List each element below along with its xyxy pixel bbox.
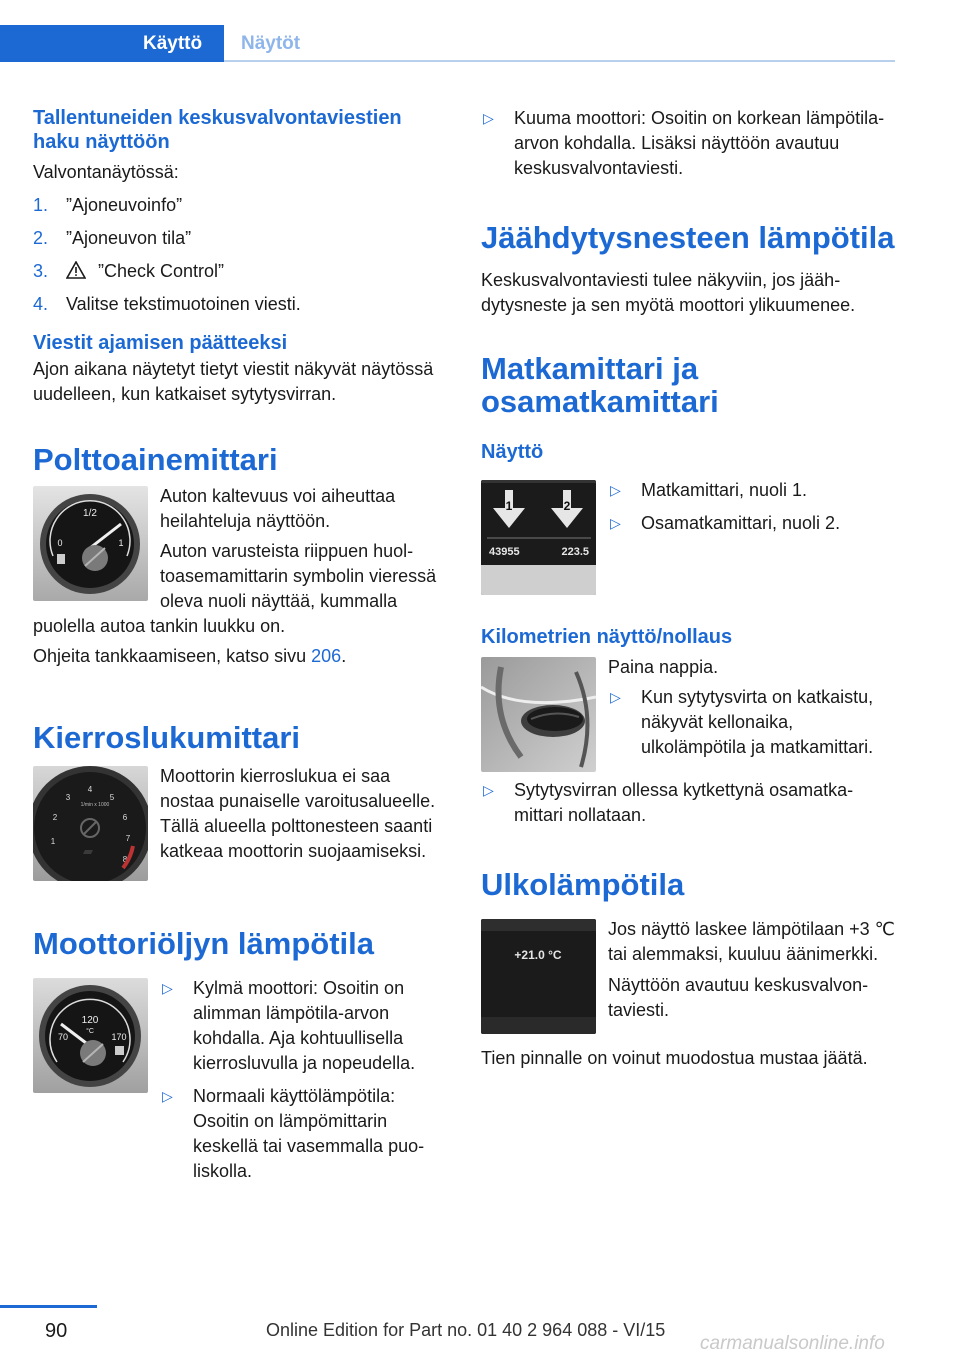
oil-block <box>33 976 448 1192</box>
gauge-label-one: 1 <box>118 538 124 548</box>
km-text: Paina nappia. <box>608 657 719 677</box>
section-title-coolant: Jäähdytysnesteen lämpötila <box>481 220 895 255</box>
page-link-206[interactable]: 206 <box>311 646 342 666</box>
section-title-display: Näyttö <box>481 441 544 463</box>
trip-value: 223.5 <box>561 546 589 558</box>
oil-label-unit: °C <box>86 1028 94 1035</box>
display-block <box>481 478 896 601</box>
tab-kaytto[interactable]: Käyttö <box>0 25 224 62</box>
section-title-oil-temp: Moottoriöljyn lämpötila <box>33 926 374 961</box>
odometer-value: 43955 <box>489 546 520 558</box>
section-title-tachometer: Kierroslukumittari <box>33 720 301 755</box>
step-1: 1. ”Ajoneuvoinfo” <box>33 195 183 215</box>
tach-tick-6: 6 <box>122 813 128 822</box>
fuel-block <box>33 484 448 669</box>
step-2: 2. ”Ajoneuvon tila” <box>33 228 192 248</box>
arrow-1-label: 1 <box>505 499 513 513</box>
oil-list <box>160 976 448 1192</box>
section-title-km-reset: Kilometrien näyttö/nollaus <box>481 626 733 648</box>
km-list-1 <box>608 685 896 768</box>
tach-tick-7: 7 <box>125 834 131 843</box>
bullet-triangle-icon: ▷ <box>162 980 173 996</box>
tach-tick-3: 3 <box>65 793 71 802</box>
outside-text-3: Tien pinnalle on voinut muodostua mustaa jäätä. <box>481 1048 868 1068</box>
watermark: carmanualsonline.info <box>700 1333 885 1354</box>
page-number: 90 <box>45 1320 68 1342</box>
outside-text-2: Näyttöön avautuu keskusvalvontaviesti. <box>608 975 869 1020</box>
bullet-triangle-icon: ▷ <box>610 482 621 498</box>
tachometer-block <box>33 764 448 887</box>
tach-tick-1: 1 <box>50 837 56 846</box>
bullet-triangle-icon: ▷ <box>610 515 621 531</box>
tab-naytot[interactable]: Näytöt <box>241 33 301 54</box>
bullet-triangle-icon: ▷ <box>610 689 621 705</box>
km-block <box>481 655 896 828</box>
tach-unit: 1/min x 1000 <box>80 802 110 808</box>
outside-text-1: Jos näyttö laskee lämpötilaan +3 ℃ tai alemmaksi, kuuluu äänimerkki. <box>608 919 895 964</box>
km-list-2 <box>481 778 896 828</box>
oil-can-icon <box>115 1046 124 1055</box>
oil-temp-gauge-image <box>33 978 148 1093</box>
section-title-outside-temp: Ulkolämpötila <box>481 867 685 902</box>
section-title-odometer: Matkamittari ja osamatkamittari <box>481 351 719 419</box>
section-title-stored-messages: Tallentuneiden keskusvalvontaviestien haku näyttöön <box>33 107 402 153</box>
section-title-fuel-gauge: Polttoainemittari <box>33 442 278 477</box>
tach-tick-8: 8 <box>122 855 128 864</box>
temp-readout: +21.0 °C <box>514 948 562 962</box>
km-item-ignition-on: ▷ Sytytysvirran ollessa kytkettynä osamatkamittari nollataan. <box>483 780 854 825</box>
display-list <box>608 478 896 544</box>
oil-label-170: 170 <box>111 1032 127 1042</box>
warning-triangle-icon <box>66 261 86 279</box>
oil-item-cold: ▷ Kylmä moottori: Osoitin on alimman lämpötila-arvon kohdalla. Aja kohtuullisella kierrosluvulla ja nopeudella. <box>162 978 416 1073</box>
bullet-triangle-icon: ▷ <box>162 1088 173 1104</box>
stored-messages-intro: Valvontanäytössä: <box>33 162 179 182</box>
step-4: 4. Valitse tekstimuotoinen viesti. <box>33 294 301 314</box>
left-column <box>33 100 448 1192</box>
tach-tick-5: 5 <box>109 793 115 802</box>
header-rule <box>224 60 895 62</box>
footer-rule <box>0 1305 97 1308</box>
oil-item-hot: ▷ Kuuma moottori: Osoitin on korkean lämpötila-arvon kohdalla. Lisäksi näyttöön avautuu keskusvalvontaviesti. <box>483 108 885 178</box>
section-title-end-of-drive: Viestit ajamisen päätteeksi <box>33 332 288 354</box>
oil-label-70: 70 <box>57 1032 69 1042</box>
tach-tick-2: 2 <box>52 813 58 822</box>
fuel-text-1: Auton kaltevuus voi aiheuttaa heilahteluja näyttöön. <box>160 486 396 531</box>
right-column <box>481 100 896 1071</box>
display-item-trip: ▷ Osamatkamittari, nuoli 2. <box>608 511 896 536</box>
bullet-triangle-icon: ▷ <box>483 782 494 798</box>
odometer-display-image <box>481 480 596 595</box>
oil-label-120: 120 <box>81 1015 99 1026</box>
step-3: 3. ”Check Control” <box>33 261 225 281</box>
arrow-2-label: 2 <box>563 499 571 513</box>
fuel-text-2: Auton varusteista riippuen huoltoasemamittarin symbolin vieressä oleva nuoli näyttää, kummalla puolella autoa tankin luukku on. <box>33 541 437 636</box>
header-bar <box>0 0 895 62</box>
gauge-label-half: 1/2 <box>83 508 97 519</box>
reset-knob <box>527 707 583 731</box>
tachometer-text: Moottorin kierroslukua ei saa nostaa punaiselle varoitusalueelle. Tällä alueella polttonesteen saanti katkeaa moottorin suojaamiseksi. <box>160 766 436 861</box>
end-of-drive-text: Ajon aikana näytetyt tietyt viestit näkyvät näytössä uudelleen, kun katkaiset sytytysvirran. <box>33 359 434 404</box>
fuel-pump-icon <box>57 554 65 564</box>
fuel-text-3: Ohjeita tankkaamiseen, katso sivu 206. <box>33 646 347 666</box>
oil-item-normal: ▷ Normaali käyttölämpötila: Osoitin on lämpömittarin keskellä tai vasemmalla puoliskolla. <box>162 1086 425 1181</box>
bullet-triangle-icon: ▷ <box>483 110 494 126</box>
tach-tick-4: 4 <box>87 785 93 794</box>
steps-list <box>33 193 448 317</box>
outside-temp-display-image <box>481 919 596 1034</box>
hot-engine-list <box>481 106 896 181</box>
km-item-ignition-off: ▷ Kun sytytysvirta on katkaistu, näkyvät kellonaika, ulkolämpötila ja matkamittari. <box>610 687 874 757</box>
tachometer-image <box>33 766 148 881</box>
gauge-label-zero: 0 <box>57 538 63 548</box>
coolant-text: Keskusvalvontaviesti tulee näkyviin, jos jäähdytysneste ja sen myötä moottori ylikuumenee. <box>481 270 856 315</box>
fuel-gauge-image <box>33 486 148 601</box>
display-item-odometer: ▷ Matkamittari, nuoli 1. <box>608 478 896 503</box>
edition-note: Online Edition for Part no. 01 40 2 964 088 - VI/15 <box>266 1320 666 1340</box>
reset-button-image <box>481 657 596 772</box>
outside-block <box>481 917 896 1071</box>
